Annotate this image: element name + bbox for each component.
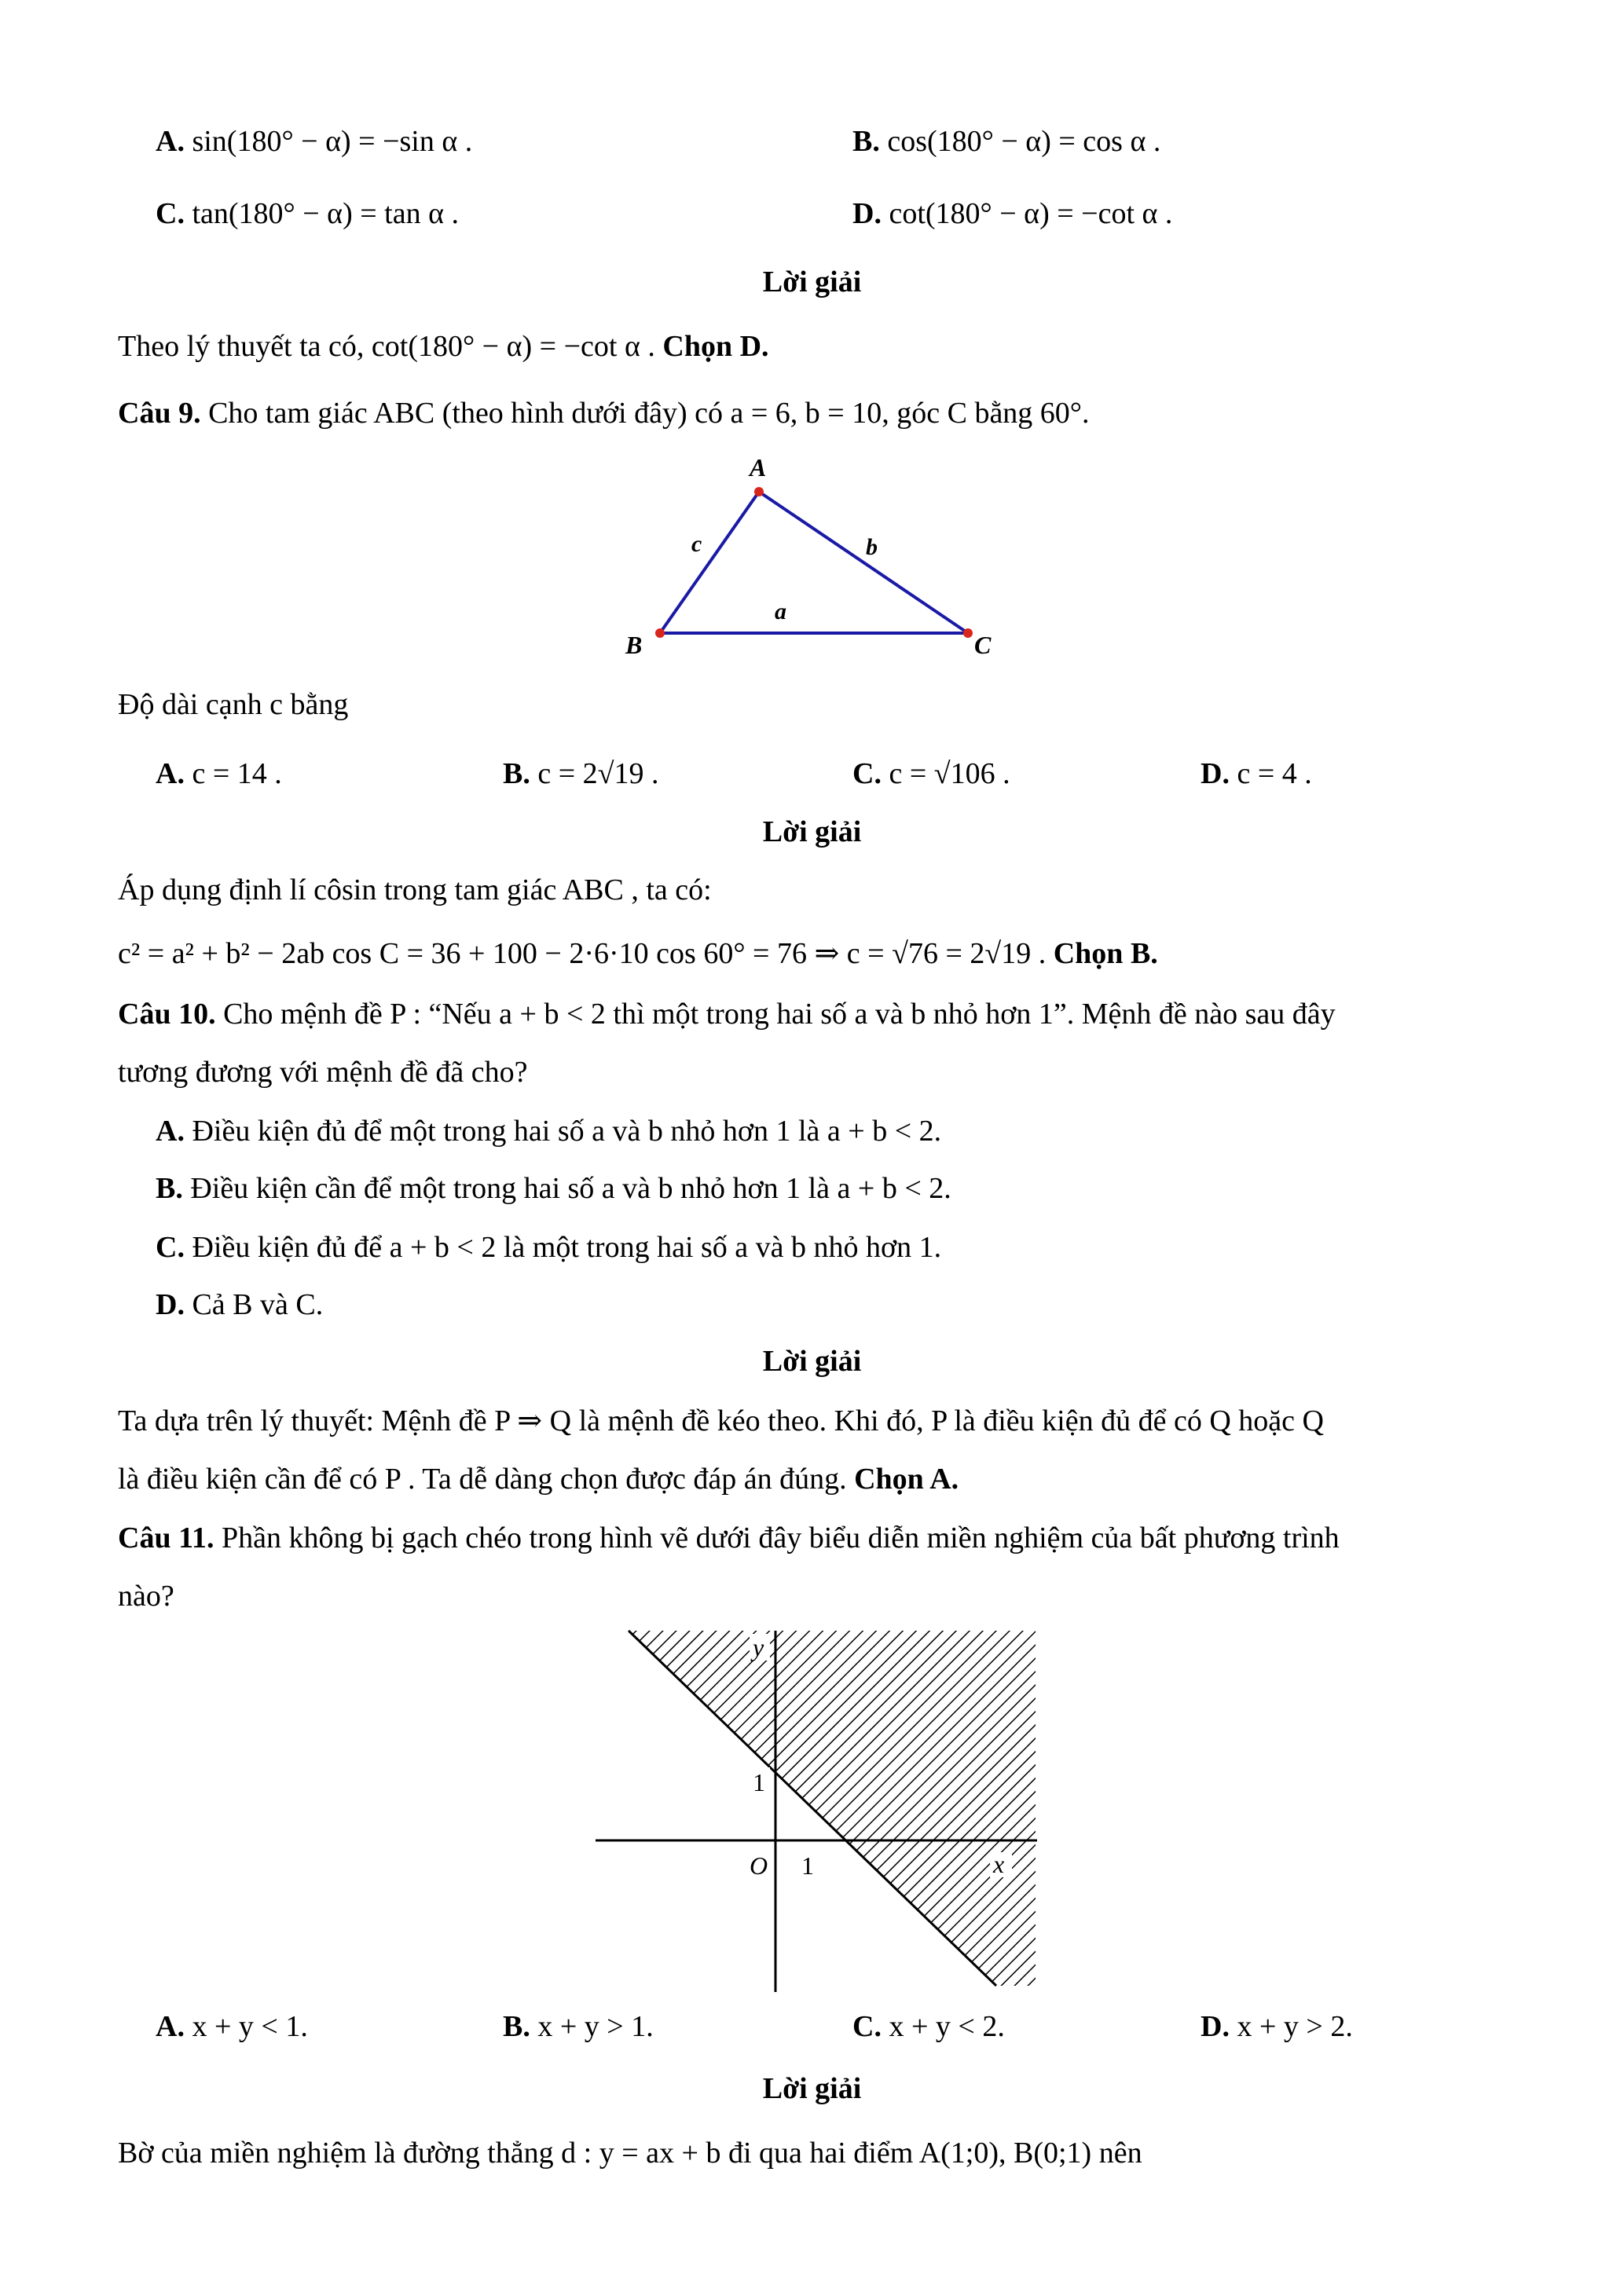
solution-choice: Chọn B. [1053,937,1158,970]
q8-option-a [156,123,472,159]
option-label: B. [503,757,530,790]
option-label: C. [156,197,185,230]
option-text: Điều kiện đủ để a + b < 2 là một trong hai số a và b nhỏ hơn 1. [192,1231,942,1264]
option-text: x + y < 1. [192,2010,308,2043]
side-b [759,492,968,633]
q10-option-d [156,1287,323,1323]
option-text: cos(180° − α) = cos α . [887,125,1161,158]
q8-option-d [852,196,1172,232]
solution-body: Theo lý thuyết ta có, cot(180° − α) = −cot α . [118,330,655,363]
q11-solution-heading: Lời giải [762,2072,862,2105]
option-text: x + y > 2. [1237,2010,1353,2043]
q10-solution-line2 [118,1461,959,1497]
vertex-b-label: B [625,631,643,659]
q9-stem [118,395,1090,431]
option-text: x + y < 2. [889,2010,1005,2043]
q11-solution-line1: Bờ của miền nghiệm là đường thẳng d : y = ax + b đi qua hai điểm A(1;0), B(0;1) nên [118,2137,1142,2170]
side-c-label: c [691,531,702,557]
side-b-label: b [866,534,878,560]
option-text: c = 14 . [192,757,282,790]
option-label: A. [156,125,185,158]
q9-option-a [156,756,282,792]
option-text: x + y > 1. [537,2010,654,2043]
vertex-c-point [963,628,973,638]
x-axis-label: x [993,1850,1005,1878]
question-text: Phần không bị gạch chéo trong hình vẽ dưới đây biểu diễn miền nghiệm của bất phương trình [221,1522,1340,1554]
option-text: tan(180° − α) = tan α . [192,197,459,230]
option-label: C. [156,1231,185,1264]
q8-option-c [156,196,459,232]
vertex-a-point [754,487,764,496]
option-text: c = √106 . [889,757,1010,790]
option-label: A. [156,1115,185,1148]
x-tick-one: 1 [801,1851,814,1880]
y-axis-label: y [753,1633,764,1661]
option-label: C. [852,757,882,790]
q9-option-b [503,756,659,792]
question-number: Câu 9. [118,397,201,430]
q10-solution-line1: Ta dựa trên lý thuyết: Mệnh đề P ⇒ Q là mệnh đề kéo theo. Khi đó, P là điều kiện đủ để có Q hoặc Q [118,1404,1324,1437]
q11-option-d [1201,2009,1353,2045]
option-label: A. [156,2010,185,2043]
option-label: B. [852,125,880,158]
option-label: B. [503,2010,530,2043]
option-label: A. [156,757,185,790]
q11-stem-line1 [118,1520,1340,1556]
q9-question: Độ dài cạnh c bằng [118,688,349,721]
q9-solution-heading: Lời giải [762,815,862,848]
q10-option-b [156,1170,951,1207]
option-label: C. [852,2010,882,2043]
q9-solution-line1: Áp dụng định lí côsin trong tam giác ABC , ta có: [118,873,712,906]
q11-option-a [156,2009,308,2045]
solution-body: là điều kiện cần để có P . Ta dễ dàng chọn được đáp án đúng. [118,1463,847,1496]
origin-label: O [750,1851,768,1880]
option-text: cot(180° − α) = −cot α . [889,197,1173,230]
q9-option-c [852,756,1010,792]
option-text: Điều kiện cần để một trong hai số a và b nhỏ hơn 1 là a + b < 2. [190,1172,951,1205]
q8-solution-text [118,328,769,364]
vertex-c-label: C [974,631,992,659]
inequality-graph [581,1618,1053,1995]
vertex-a-label: A [750,453,767,482]
q11-option-c [852,2009,1005,2045]
option-text: sin(180° − α) = −sin α . [192,125,473,158]
triangle-figure [597,448,1021,668]
solution-choice: Chọn A. [854,1463,959,1496]
q10-option-a [156,1113,941,1149]
solution-body: c² = a² + b² − 2ab cos C = 36 + 100 − 2·6·10 cos 60° = 76 ⇒ c = √76 = 2√19 . [118,937,1047,970]
q11-option-b [503,2009,654,2045]
y-tick-one: 1 [753,1768,765,1796]
q8-option-b [852,123,1160,159]
option-text: Điều kiện đủ để một trong hai số a và b nhỏ hơn 1 là a + b < 2. [192,1115,942,1148]
q11-stem-line2: nào? [118,1580,174,1613]
option-label: D. [1201,2010,1230,2043]
side-c [660,492,759,633]
question-number: Câu 10. [118,998,216,1031]
option-text: c = 4 . [1237,757,1312,790]
q10-solution-heading: Lời giải [762,1345,862,1378]
vertex-b-point [655,628,665,638]
q10-stem-line1 [118,996,1336,1032]
option-text: c = 2√19 . [537,757,659,790]
option-label: D. [156,1288,185,1321]
option-label: D. [1201,757,1230,790]
solution-choice: Chọn D. [662,330,769,363]
q8-solution-heading: Lời giải [762,265,862,298]
option-label: D. [852,197,882,230]
q9-option-d [1201,756,1312,792]
hatched-region [629,1631,1036,1986]
option-text: Cả B và C. [192,1288,324,1321]
q10-stem-line2: tương đương với mệnh đề đã cho? [118,1056,528,1089]
q9-solution-line2 [118,936,1158,972]
option-label: B. [156,1172,183,1205]
question-text: Cho mệnh đề P : “Nếu a + b < 2 thì một trong hai số a và b nhỏ hơn 1”. Mệnh đề nào sau đây [223,998,1336,1031]
question-number: Câu 11. [118,1522,214,1554]
question-text: Cho tam giác ABC (theo hình dưới đây) có a = 6, b = 10, góc C bằng 60°. [208,397,1090,430]
q10-option-c [156,1229,941,1265]
side-a-label: a [775,599,786,624]
